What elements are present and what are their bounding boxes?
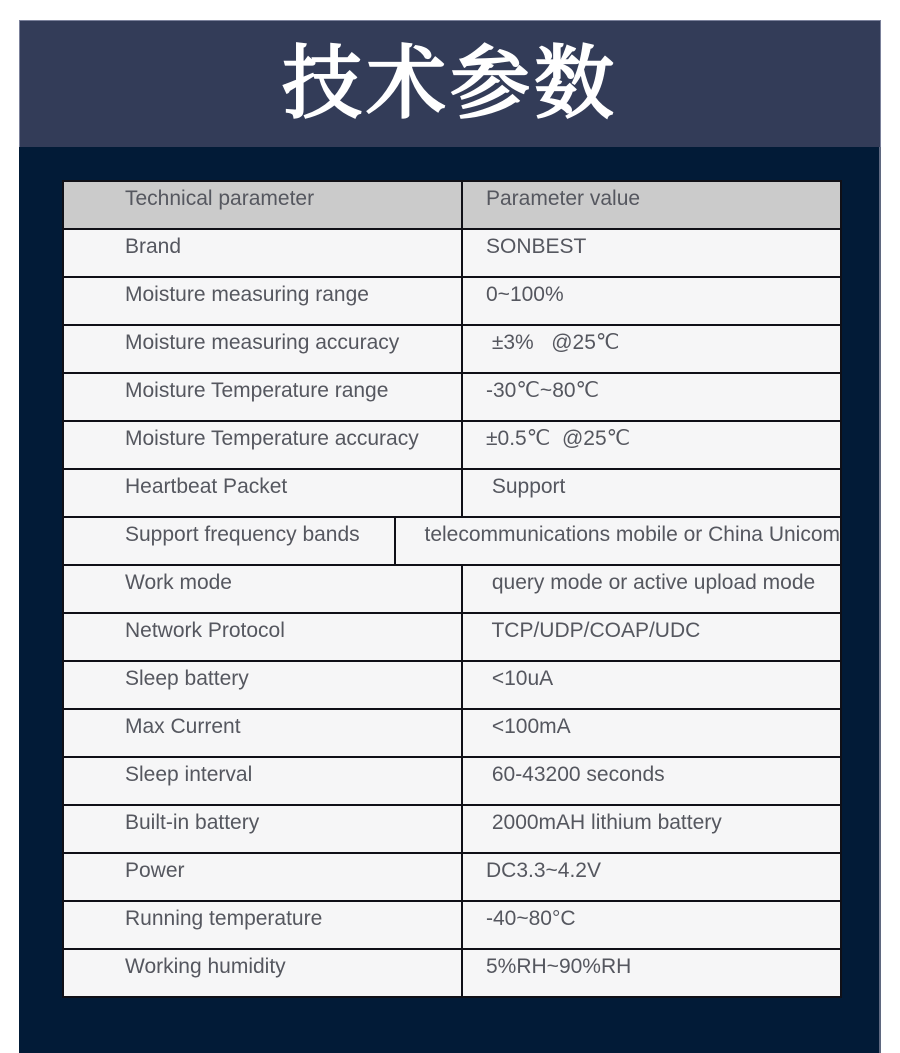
param-name: Work mode bbox=[125, 571, 232, 594]
table-row bbox=[64, 276, 840, 324]
param-name: Brand bbox=[125, 235, 182, 258]
param-value: <10uA bbox=[461, 662, 840, 708]
param-value: ±3% @25℃ bbox=[461, 326, 840, 372]
param-value: Support bbox=[461, 470, 840, 516]
param-name: Sleep interval bbox=[125, 763, 253, 786]
param-name: Moisture measuring range bbox=[125, 283, 369, 306]
table-row bbox=[64, 564, 840, 612]
table-row bbox=[64, 324, 840, 372]
param-name: Built-in battery bbox=[125, 811, 260, 834]
param-name: Moisture Temperature range bbox=[125, 379, 389, 402]
param-value: telecommunications mobile or China Unicom bbox=[394, 518, 840, 564]
table-row bbox=[64, 372, 840, 420]
param-value: DC3.3~4.2V bbox=[461, 854, 840, 900]
param-value: 5%RH~90%RH bbox=[461, 950, 840, 996]
table-row bbox=[64, 420, 840, 468]
param-value: query mode or active upload mode bbox=[461, 566, 840, 612]
table-row bbox=[64, 228, 840, 276]
param-value: 2000mAH lithium battery bbox=[461, 806, 840, 852]
param-name: Max Current bbox=[125, 715, 241, 738]
param-value: 0~100% bbox=[461, 278, 840, 324]
table-header-row bbox=[64, 182, 840, 228]
param-name: Sleep battery bbox=[125, 667, 249, 690]
table-row bbox=[64, 516, 840, 564]
param-name: Moisture measuring accuracy bbox=[125, 331, 400, 354]
param-value: -30℃~80℃ bbox=[461, 374, 840, 420]
param-value: ±0.5℃ @25℃ bbox=[461, 422, 840, 468]
param-value: 60-43200 seconds bbox=[461, 758, 840, 804]
param-name: Support frequency bands bbox=[125, 523, 360, 546]
param-value: SONBEST bbox=[461, 230, 840, 276]
param-name: Working humidity bbox=[125, 955, 286, 978]
table-row bbox=[64, 948, 840, 996]
param-name: Heartbeat Packet bbox=[125, 475, 288, 498]
table-row bbox=[64, 612, 840, 660]
table-row bbox=[64, 756, 840, 804]
param-value: -40~80°C bbox=[461, 902, 840, 948]
table-row bbox=[64, 660, 840, 708]
table-row bbox=[64, 804, 840, 852]
table-row bbox=[64, 900, 840, 948]
table-row bbox=[64, 852, 840, 900]
param-name: Network Protocol bbox=[125, 619, 285, 642]
spec-table bbox=[62, 180, 842, 998]
table-row bbox=[64, 708, 840, 756]
page-title: 技术参数 bbox=[282, 39, 618, 128]
page bbox=[19, 20, 881, 1053]
column-header-value: Parameter value bbox=[461, 182, 840, 228]
table-row bbox=[64, 468, 840, 516]
column-header-parameter: Technical parameter bbox=[125, 187, 315, 210]
title-banner bbox=[19, 20, 881, 147]
param-name: Moisture Temperature accuracy bbox=[125, 427, 419, 450]
param-name: Running temperature bbox=[125, 907, 323, 930]
param-value: TCP/UDP/COAP/UDC bbox=[461, 614, 840, 660]
content-panel bbox=[19, 147, 881, 1053]
param-value: <100mA bbox=[461, 710, 840, 756]
param-name: Power bbox=[125, 859, 185, 882]
